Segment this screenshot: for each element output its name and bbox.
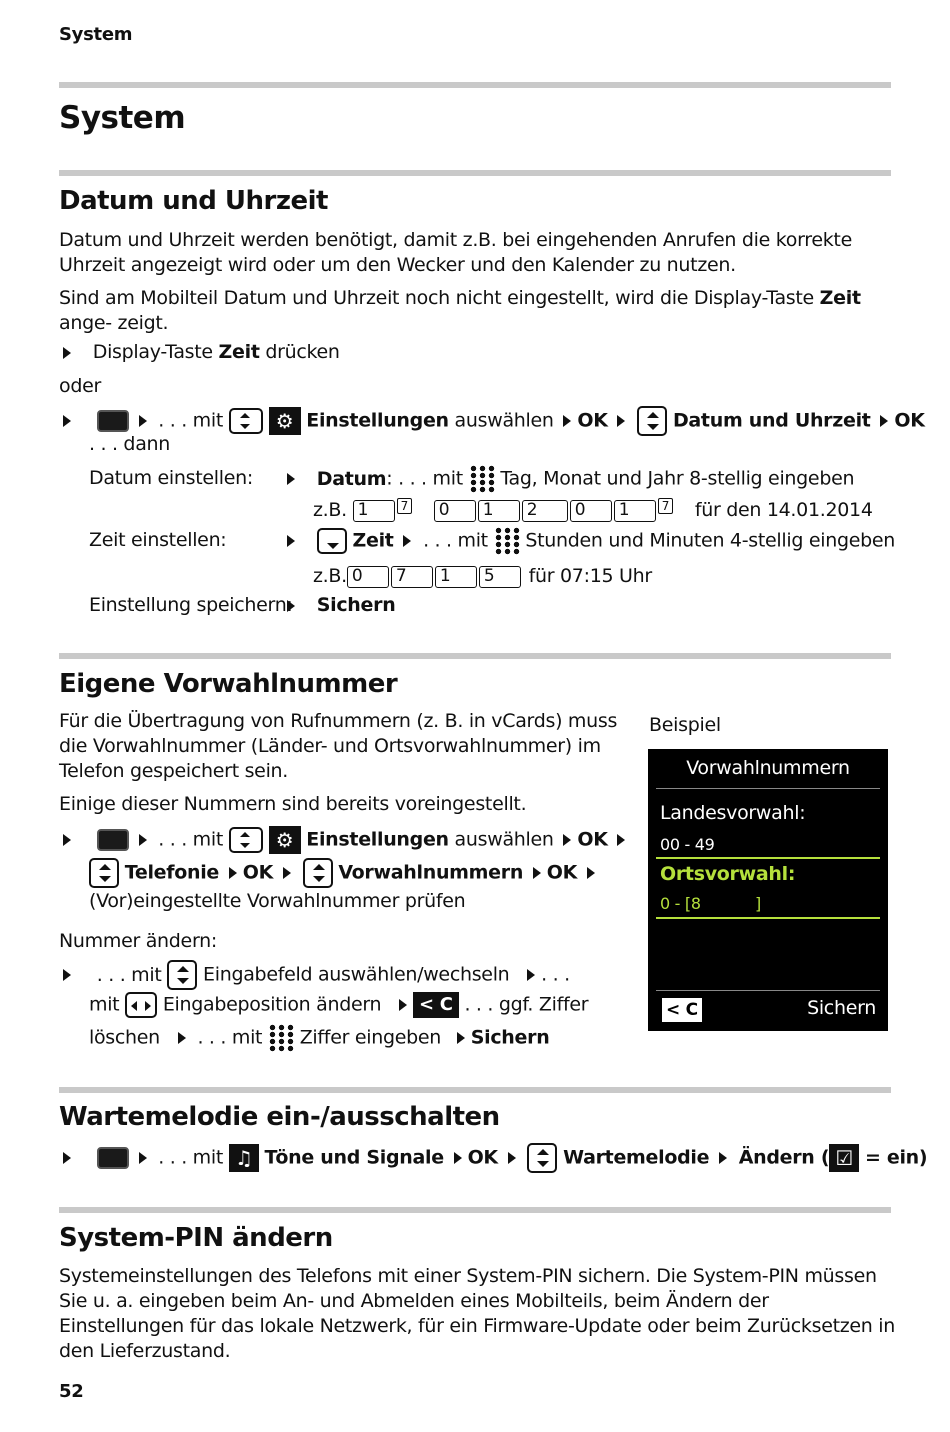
ok-button[interactable]: OK [894, 409, 925, 432]
datum-step-2: . . . mit ⚙ Einstellungen auswählen OK Datum und Uhrzeit OK [59, 406, 925, 436]
menu-key-icon[interactable] [97, 410, 129, 432]
arrow-icon [229, 867, 237, 879]
arrow-icon [283, 867, 291, 879]
screen-divider-accent [656, 857, 880, 859]
arrow-icon [139, 415, 147, 427]
zeit-softkey-label[interactable]: Zeit [218, 341, 260, 363]
divider [59, 82, 891, 88]
key-1: 1 [435, 566, 477, 588]
arrow-icon [719, 1152, 727, 1164]
section-title-pin: System-PIN ändern [59, 1223, 333, 1253]
arrow-icon [139, 834, 147, 846]
ortsvorwahl-label: Ortsvorwahl: [660, 863, 796, 885]
arrow-icon [287, 535, 295, 547]
back-clear-key[interactable]: < C [413, 992, 459, 1018]
arrow-icon [527, 969, 535, 981]
vorwahl-paragraph-1: Für die Übertragung von Rufnummern (z. B. in vCards) muss die Vorwahlnummer (Länder- und Ortsvorwahlnummer) im Telefon gespeichert sein. [59, 710, 618, 782]
key-1: 1 [478, 500, 520, 522]
arrow-icon [454, 1152, 462, 1164]
arrow-icon [508, 1152, 516, 1164]
speichern-label: Einstellung speichern: [89, 594, 293, 616]
navigation-key-icon[interactable] [229, 408, 263, 434]
screen-divider [656, 990, 880, 991]
sichern-softkey[interactable]: Sichern [470, 1026, 550, 1049]
section-title-wartemelodie: Wartemelodie ein-/ausschalten [59, 1102, 500, 1132]
pin-paragraph: Systemeinstellungen des Telefons mit einer System-PIN sichern. Die System-PIN müssen Sie u. a. eingeben beim An- und Abmelden eines Mobilteils, beim Ändern der Einstellungen für das lokale Netzwerk, für ein Firmware-Update oder beim Zurücksetzen in den Lieferzustand. [59, 1265, 896, 1362]
oder-text: oder [59, 375, 101, 397]
up-down-key-icon[interactable] [89, 858, 119, 888]
left-right-key-icon[interactable] [125, 992, 157, 1018]
key-0: 0 [570, 500, 612, 522]
screen-title: Vorwahlnummern [686, 757, 850, 779]
landesvorwahl-label: Landesvorwahl: [660, 802, 806, 824]
gear-icon[interactable]: ⚙ [269, 407, 301, 435]
running-header: System [59, 24, 133, 45]
keypad-icon [268, 1024, 294, 1052]
ok-button[interactable]: OK [577, 409, 608, 432]
arrow-icon [63, 1152, 71, 1164]
dann-text: . . . dann [89, 433, 171, 455]
speichern-step [283, 594, 395, 616]
datum-paragraph-1: Datum und Uhrzeit werden benötigt, damit z.B. bei eingehenden Anrufen die korrekte Uhrzeit angezeigt wird oder um den Wecker und den Kalender zu nutzen. [59, 229, 852, 276]
arrow-icon [287, 473, 295, 485]
arrow-icon [587, 867, 595, 879]
ortsvorwahl-bracket: ] [755, 894, 761, 913]
wartemelodie-step: . . . mit ♫ Töne und Signale OK Wartemelodie Ändern ( ☑ = ein) [59, 1143, 927, 1173]
datum-einstellen-label: Datum einstellen: [89, 467, 253, 489]
arrow-icon [617, 834, 625, 846]
keypad-icon [469, 465, 495, 493]
section-title-vorwahl: Eigene Vorwahlnummer [59, 669, 398, 699]
vorwahl-step-1-cont: Telefonie OK Vorwahlnummern OK [89, 858, 601, 888]
arrow-icon [287, 600, 295, 612]
pruefen-text: (Vor)eingestellte Vorwahlnummer prüfen [89, 890, 466, 912]
arrow-icon [563, 834, 571, 846]
navigation-key-icon[interactable] [229, 827, 263, 853]
datum-paragraph-2: Sind am Mobilteil Datum und Uhrzeit noch nicht eingestellt, wird die Display-Taste Zeit ange- zeigt. [59, 287, 861, 334]
key-5: 5 [479, 566, 521, 588]
arrow-icon [533, 867, 541, 879]
softkey-back[interactable]: < C [662, 998, 702, 1022]
section-title-datum: Datum und Uhrzeit [59, 186, 328, 216]
screen-divider-accent [656, 917, 880, 919]
zeit-einstellen-label: Zeit einstellen: [89, 529, 227, 551]
up-down-key-icon[interactable] [167, 960, 197, 990]
nummer-aendern-label: Nummer ändern: [59, 930, 217, 952]
date-example: z.B. 1 $^7$ 0 1 2 0 1 $^7$ für den 14.01.2014 [313, 499, 873, 521]
ortsvorwahl-value[interactable]: 0 - [8 [660, 894, 701, 913]
music-note-icon[interactable]: ♫ [229, 1144, 259, 1172]
checkbox-icon: ☑ [829, 1144, 859, 1172]
up-down-key-icon[interactable] [637, 406, 667, 436]
arrow-icon [63, 834, 71, 846]
divider [59, 170, 891, 176]
aendern-step-1: . . . mit Eingabefeld auswählen/wechseln . . . [59, 960, 570, 990]
zeit-einstellen-step: Zeit . . . mit Stunden und Minuten 4-stellig eingeben [283, 527, 895, 555]
up-down-key-icon[interactable] [527, 1143, 557, 1173]
arrow-icon [617, 415, 625, 427]
divider [59, 653, 891, 659]
divider [59, 1207, 891, 1213]
key-1: 1 [614, 500, 656, 522]
divider [59, 1087, 891, 1093]
menu-key-icon[interactable] [97, 829, 129, 851]
arrow-icon [457, 1032, 465, 1044]
arrow-icon [403, 535, 411, 547]
time-example: z.B. 0 7 1 5 für 07:15 Uhr [313, 565, 652, 587]
screen-divider [656, 788, 880, 789]
up-down-key-icon[interactable] [303, 858, 333, 888]
phone-display [648, 749, 888, 1031]
key-2: 2 [522, 500, 568, 522]
gear-icon[interactable]: ⚙ [269, 826, 301, 854]
key-0: 0 [434, 500, 476, 522]
ok-button[interactable]: OK [242, 861, 274, 884]
aendern-step-3: löschen . . . mit Ziffer eingeben Sichern [89, 1024, 549, 1052]
arrow-icon [880, 415, 888, 427]
key-7: 7 [391, 566, 433, 588]
ok-button[interactable]: OK [577, 828, 608, 851]
softkey-sichern[interactable]: Sichern [807, 997, 876, 1019]
key-0: 0 [347, 566, 389, 588]
arrow-icon [178, 1032, 186, 1044]
landesvorwahl-value[interactable]: 00 - 49 [660, 835, 715, 854]
keypad-icon [494, 527, 520, 555]
datum-step-1: Display-Taste Zeit drücken [59, 341, 340, 363]
arrow-icon [139, 1152, 147, 1164]
arrow-icon [63, 347, 71, 359]
ok-button[interactable]: OK [467, 1146, 498, 1169]
beispiel-label: Beispiel [649, 714, 721, 736]
vorwahl-paragraph-2: Einige dieser Nummern sind bereits voreingestellt. [59, 793, 527, 815]
arrow-icon [563, 415, 571, 427]
page-number: 52 [59, 1381, 84, 1402]
key-1: 1 [353, 500, 395, 522]
ok-button[interactable]: OK [546, 861, 578, 884]
softkey-icon[interactable] [317, 528, 347, 554]
arrow-icon [399, 999, 407, 1011]
page-title: System [59, 100, 186, 136]
arrow-icon [63, 415, 71, 427]
arrow-icon [63, 969, 71, 981]
aendern-step-2: mit Eingabeposition ändern < C . . . ggf. Ziffer [89, 992, 588, 1018]
vorwahl-step-1: . . . mit ⚙ Einstellungen auswählen OK [59, 826, 631, 854]
datum-einstellen-step: Datum: . . . mit Tag, Monat und Jahr 8-stellig eingeben [283, 465, 854, 493]
sichern-softkey[interactable]: Sichern [316, 594, 396, 616]
menu-key-icon[interactable] [97, 1147, 129, 1169]
